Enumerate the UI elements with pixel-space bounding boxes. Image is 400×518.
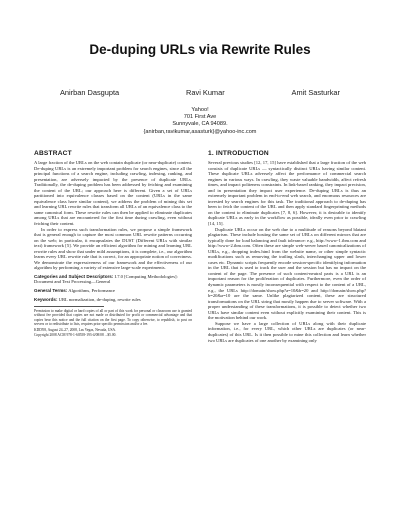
general-terms-text: Algorithms, Performance — [68, 288, 115, 294]
affiliation-org: Yahoo! — [191, 107, 209, 113]
body-columns — [34, 150, 366, 343]
permission-footnote: Permission to make digital or hard copies of all or part of this work for personal or classroom use is granted without fee provided that copies are not made or distributed for profit or commercial advantage and that copies bear this notice and the full citation on the first page. To copy otherwise, to republish, to post on servers or to redistribute to lists, requires prior specific permission and/or a fee. — [34, 309, 192, 327]
affiliation-emails: {anirban,ravikumar,asasturk}@yahoo-inc.com — [143, 128, 257, 135]
author-name: Ravi Kumar — [186, 88, 225, 97]
left-column — [34, 150, 192, 343]
intro-paragraph: Suppose we have a large collection of URLs along with their duplicate information, i.e., for every URL, which other URLs are duplicates (or near-duplicates) of this URL. Is it then possible to mine this collection and learn whether two URLs are duplicates of one another by examining only — [208, 320, 366, 343]
affiliation-street: 701 First Ave — [183, 114, 217, 121]
abstract-paragraph: A large fraction of the URLs on the web contain duplicate (or near-duplicate) content. De-duping URLs is an extremely important problem for search engines, since all the principal functions of a search engine, including crawling, indexing, ranking, and presentation, are adversely impacted by the presence of duplicate URLs. Traditionally, the de-duping problem has been addressed by fetching and examining the content of the URL; our approach here is different. Given a set of URLs partitioned into equivalence classes based on the content (URLs in the same equivalence class have similar content), we address the problem of mining this set and learning URL rewrite rules that transform all URLs of an equivalence class to the same canonical form. These rewrite rules can then be applied to eliminate duplicates among URLs that are encountered for the first time during crawling, even without fetching their content. — [34, 160, 192, 227]
categories-text: I.7.0 [Computing Methodologies]: Document and Text Processing—General — [34, 273, 178, 285]
general-terms-label: General Terms: — [34, 288, 68, 294]
affiliation — [0, 107, 400, 136]
categories — [34, 274, 192, 285]
keywords — [34, 297, 192, 303]
categories-label: Categories and Subject Descriptors: — [34, 273, 114, 279]
affiliation-city: Sunnyvale, CA 94089. — [172, 121, 228, 128]
intro-paragraph: Duplicate URLs occur on the web due to a multitude of reasons beyond blatant plagiarism. These include hosting the same set of URLs on different mirrors that are typically done for load balancing and fault tolerance: e.g., http://www-1.ibm.com and http://www-2.ibm.com. Often these are simple web-server based canonicalizations of URLs, e.g., dropping index.html from the website name, or other simple syntactic modifications such as removing the trailing slash, interchanging upper and lower cases etc. Dynamic scripts frequently encode session-specific identifying information in the URL that is used to track the user and the session but has no impact on the content of the page. The presence of such content-neutral parts is a URL is an important reason for the proliferation of duplicates. Furthermore, even the order of dynamic parameters is mostly inconsequential with respect to the content of a URL, e.g., the URLs http://domain/show.php?a=10&b=20 and http://domain/show.php?b=20&a=10 are the same. Unlike plagiarized content, these are structured transformations on the URL string that mostly happen due to server software. With a proper understanding of these transformations, it is possible to detect whether two URLs have similar content even without explicitly examining their content. This is the motivation behind our work. — [208, 226, 366, 321]
conference-footnote: KDD'08, August 24–27, 2008, Las Vegas, Nevada, USA. — [34, 328, 116, 333]
abstract-paragraph: In order to express such transformation rules, we propose a simple framework that is general enough to capture the most common URL rewrite patterns occurring on the web; in particular, it encapsulates the DUST (Different URLs with similar text) framework [5]. We provide an efficient algorithm for mining and learning URL rewrite rules and show that under mild assumptions, it is complete, i.e., our algorithm learns every URL rewrite rule that is correct, for an appropriate notion of correctness. We demonstrate the expressiveness of our framework and the effectiveness of our algorithm by performing a variety of extensive large-scale experiments. — [34, 226, 192, 271]
paper-title: De-duping URLs via Rewrite Rules — [89, 42, 311, 57]
abstract-heading: ABSTRACT — [34, 150, 72, 157]
author-name: Anirban Dasgupta — [60, 88, 120, 97]
introduction-heading: 1. INTRODUCTION — [208, 150, 269, 157]
general-terms — [34, 288, 192, 294]
footnote-rule — [34, 306, 104, 307]
keywords-label: Keywords: — [34, 296, 58, 302]
right-column — [208, 150, 366, 343]
author-list — [60, 88, 340, 97]
author-name: Amit Sasturkar — [291, 88, 340, 97]
intro-paragraph: Several previous studies [12, 17, 15] have established that a large fraction of the web consists of duplicate URLs — syntactically distinct URLs having similar content. These duplicate URLs adversely affect the performance of commercial search engines in various ways. In crawling, they waste valuable bandwidth, affect refresh times, and impact politeness constraints. In link-based ranking, they impact precision, and in presentation they impact user experience. De-duping URLs is thus an extremely important problem in end-to-end web search, and enormous resources are invested by search engines for this task. The traditional approach to de-duping has been to fetch the content of the URL and then apply standard fingerprinting methods on the content to eliminate duplicates [7, 8, 6]. However, it is desirable to identify duplicate URLs as early in the workflow as possible, ideally even prior to crawling [14, 15]. — [208, 160, 366, 227]
copyright-footnote: Copyright 2008 ACM 978-1-60558-193-4/08/08 ...$5.00. — [34, 332, 117, 337]
keywords-text: URL normalization, de-duping, rewrite rules — [58, 296, 141, 302]
